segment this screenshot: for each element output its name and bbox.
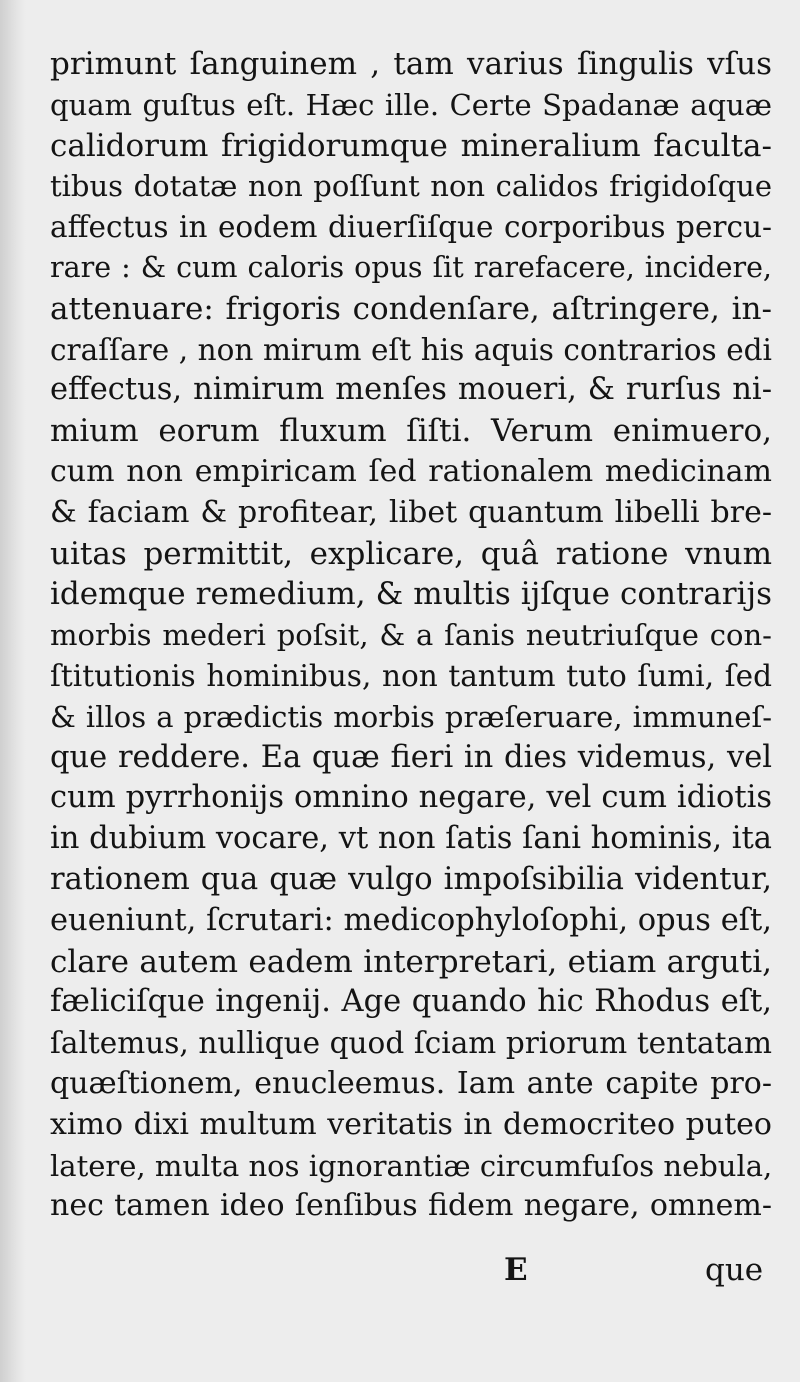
text-line: affectus in eodem diuerſiſque corporibus percu- xyxy=(50,210,772,245)
text-line: fæliciſque ingenij. Age quando hic Rhodus eſt, xyxy=(50,984,772,1020)
text-line: ſaltemus, nullique quod ſciam priorum tentatam xyxy=(50,1026,772,1061)
text-line: & illos a prædictis morbis præſeruare, immuneſ- xyxy=(50,699,772,734)
text-line: ximo dixi multum veritatis in democriteo puteo xyxy=(50,1106,772,1142)
text-line: cum pyrrhonijs omnino negare, vel cum idiotis xyxy=(50,780,772,816)
text-line: in dubium vocare, vt non ſatis ſani hominis, ita xyxy=(50,821,772,857)
text-line: rare : & cum caloris opus ſit rarefacere, incidere, xyxy=(50,250,772,284)
text-line: craſſare , non mirum eſt his aquis contrarios edi xyxy=(50,332,772,367)
text-line: nec tamen ideo ſenſibus fidem negare, omnem- xyxy=(50,1188,772,1224)
text-line: attenuare: frigoris condenſare, aſtringere, in- xyxy=(50,290,772,327)
signature-mark: E xyxy=(504,1252,528,1288)
text-line: que reddere. Ea quæ fieri in dies videmus, vel xyxy=(50,739,772,775)
text-line: latere, multa nos ignorantiæ circumfuſos nebula, xyxy=(50,1148,773,1183)
text-line: effectus, nimirum menſes moueri, & rurſus ni- xyxy=(50,372,772,408)
page-gutter-shadow xyxy=(0,0,26,1382)
text-line: quam guſtus eſt. Hæc ille. Certe Spadanæ aquæ xyxy=(50,87,772,122)
text-line: uitas permittit, explicare, quâ ratione vnum xyxy=(50,535,772,572)
text-line: eueniunt, ſcrutari: medicophyloſophi, opus eſt, xyxy=(50,902,772,938)
text-line: mium eorum fluxum ſiſti. Verum enimuero, xyxy=(50,413,772,450)
text-line: quæſtionem, enucleemus. Iam ante capite pro- xyxy=(50,1065,772,1101)
body-text xyxy=(50,44,772,1227)
text-line: ſtitutionis hominibus, non tantum tuto ſumi, ſed xyxy=(50,658,772,693)
text-line: tibus dotatæ non poſſunt non calidos frigidoſque xyxy=(50,169,772,204)
page-footer xyxy=(0,1252,800,1296)
catchword: que xyxy=(705,1252,764,1288)
text-line: cum non empiricam ſed rationalem medicinam xyxy=(50,453,772,489)
text-line: calidorum frigidorumque mineralium faculta- xyxy=(50,127,772,164)
text-line: clare autem eadem interpretari, etiam arguti, xyxy=(50,943,772,980)
text-line: primunt ſanguinem , tam varius ſingulis vſus xyxy=(50,46,772,82)
text-line: morbis mederi poſsit, & a ſanis neutriuſque con- xyxy=(50,618,772,653)
text-line: rationem qua quæ vulgo impoſsibilia videntur, xyxy=(50,861,772,897)
text-line: & faciam & profitear, libet quantum libelli bre- xyxy=(50,494,772,530)
text-line: idemque remedium, & multis ijſque contrarijs xyxy=(50,576,772,613)
